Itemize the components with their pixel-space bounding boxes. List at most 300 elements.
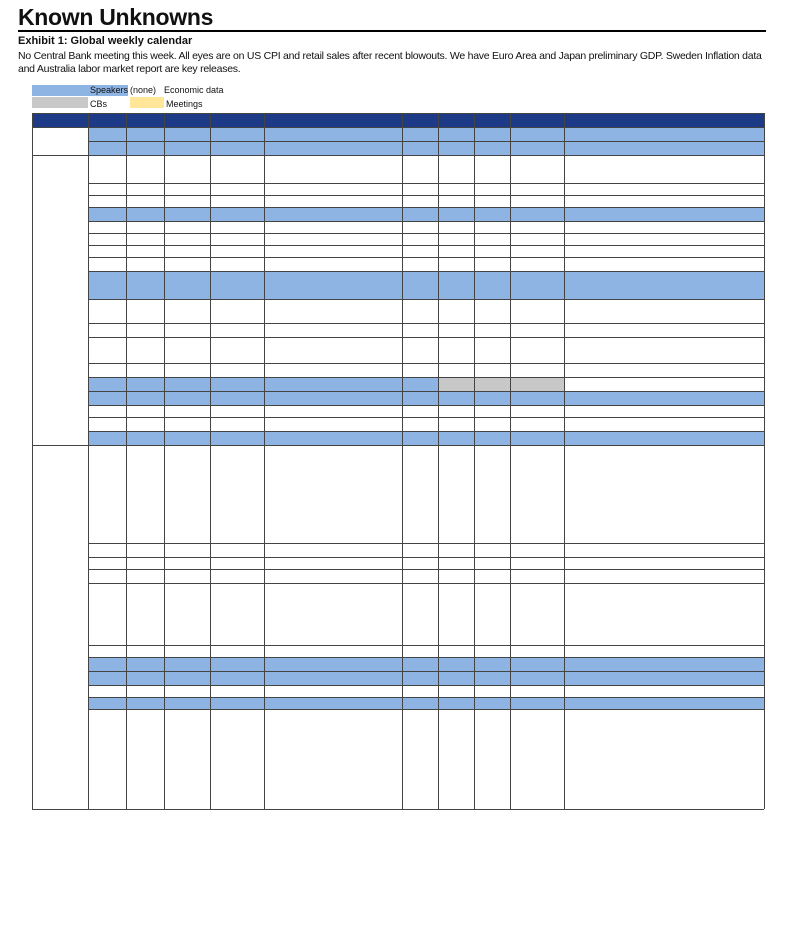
row-11-expectations [564,271,764,299]
row-4-ldn [88,183,126,195]
grid-line-col [264,113,265,809]
row-13-cons [474,323,510,337]
row-7-ny [126,221,164,233]
row-27-for [402,657,438,671]
row-4-hk [164,183,210,195]
row-10-previous [510,257,564,271]
row-3-event [264,155,402,183]
row-5-expectations [564,195,764,207]
row-4-country [210,183,264,195]
row-28-hk [164,671,210,685]
legend-cbs-label: CBs [90,99,108,109]
row-23-for [402,557,438,569]
row-14-event [264,337,402,363]
row-27-hk [164,657,210,671]
grid-line-col [32,113,33,809]
row-21-event [264,445,402,543]
grid-line-row [88,183,764,184]
row-31-country [210,709,264,809]
row-18-event [264,405,402,417]
grid-line-row [32,445,764,446]
row-18-cons [474,405,510,417]
row-7-event [264,221,402,233]
row-9-previous [510,245,564,257]
row-26-ldn [88,645,126,657]
header-expectations [564,113,764,127]
row-10-bofa [438,257,474,271]
row-16-event [264,377,402,391]
row-25-bofa [438,583,474,645]
row-1-ldn [88,127,126,141]
row-10-ny [126,257,164,271]
row-15-for [402,363,438,377]
row-19-for [402,417,438,431]
row-23-hk [164,557,210,569]
row-26-country [210,645,264,657]
row-1-cons [474,127,510,141]
grid-line-row [88,363,764,364]
row-17-previous [510,391,564,405]
row-19-hk [164,417,210,431]
exhibit-title: Exhibit 1: Global weekly calendar [18,35,193,47]
row-3-expectations [564,155,764,183]
header-previous [510,113,564,127]
row-13-bofa [438,323,474,337]
row-6-for [402,207,438,221]
row-30-hk [164,697,210,709]
row-14-country [210,337,264,363]
row-2-cons [474,141,510,155]
row-20-previous [510,431,564,445]
row-1-previous [510,127,564,141]
row-26-ny [126,645,164,657]
grid-line-row [88,221,764,222]
row-26-hk [164,645,210,657]
row-16-expectations [564,377,764,391]
row-27-cons [474,657,510,671]
row-9-ny [126,245,164,257]
row-5-previous [510,195,564,207]
row-15-event [264,363,402,377]
row-3-previous [510,155,564,183]
row-15-hk [164,363,210,377]
row-27-ldn [88,657,126,671]
row-21-for [402,445,438,543]
row-10-for [402,257,438,271]
row-28-for [402,671,438,685]
row-25-cons [474,583,510,645]
row-17-for [402,391,438,405]
row-28-event [264,671,402,685]
row-26-bofa [438,645,474,657]
row-7-cons [474,221,510,233]
row-16-for [402,377,438,391]
row-26-event [264,645,402,657]
row-15-previous [510,363,564,377]
row-17-country [210,391,264,405]
row-20-country [210,431,264,445]
row-13-hk [164,323,210,337]
row-9-country [210,245,264,257]
row-19-expectations [564,417,764,431]
row-4-ny [126,183,164,195]
row-30-expectations [564,697,764,709]
grid-line-row [88,195,764,196]
row-11-ny [126,271,164,299]
row-15-bofa [438,363,474,377]
row-29-event [264,685,402,697]
row-22-bofa [438,543,474,557]
row-23-country [210,557,264,569]
grid-line-row [88,671,764,672]
grid-line-row [88,207,764,208]
row-20-ldn [88,431,126,445]
row-8-previous [510,233,564,245]
row-18-previous [510,405,564,417]
row-4-previous [510,183,564,195]
intro-text: No Central Bank meeting this week. All eyes are on US CPI and retail sales after recent blowouts. We have Euro Area and Japan preliminary GDP. Sweden Inflation data and Australia labor market report are key releases. [18,50,762,75]
grid-line-header [32,127,764,128]
legend-meetings-label: Meetings [166,99,203,109]
row-12-ldn [88,299,126,323]
row-2-expectations [564,141,764,155]
row-15-cons [474,363,510,377]
row-1-expectations [564,127,764,141]
row-31-previous [510,709,564,809]
row-22-event [264,543,402,557]
header-event [264,113,402,127]
row-24-ldn [88,569,126,583]
row-4-for [402,183,438,195]
row-9-bofa [438,245,474,257]
legend-meetings-swatch [130,97,164,108]
row-24-for [402,569,438,583]
row-12-expectations [564,299,764,323]
row-19-ny [126,417,164,431]
grid-line-row [88,337,764,338]
row-27-expectations [564,657,764,671]
row-8-expectations [564,233,764,245]
row-6-cons [474,207,510,221]
row-30-cons [474,697,510,709]
row-14-cons [474,337,510,363]
row-1-event [264,127,402,141]
grid-line-row [88,543,764,544]
row-12-event [264,299,402,323]
legend-cbs-swatch [32,97,88,108]
row-11-country [210,271,264,299]
row-31-hk [164,709,210,809]
grid-line-row [88,685,764,686]
legend-none-label: (none) [130,85,157,95]
row-3-ldn [88,155,126,183]
row-18-bofa [438,405,474,417]
row-6-expectations [564,207,764,221]
row-17-expectations [564,391,764,405]
row-19-country [210,417,264,431]
row-26-expectations [564,645,764,657]
row-28-cons [474,671,510,685]
row-14-ny [126,337,164,363]
grid-line-row [88,245,764,246]
row-20-expectations [564,431,764,445]
row-24-previous [510,569,564,583]
row-5-bofa [438,195,474,207]
row-21-hk [164,445,210,543]
row-14-bofa [438,337,474,363]
row-30-for [402,697,438,709]
grid-line-row [88,391,764,392]
grid-line-col [164,113,165,809]
row-19-ldn [88,417,126,431]
date-cell-1 [32,127,88,155]
row-18-for [402,405,438,417]
row-5-hk [164,195,210,207]
grid-line-row [32,155,764,156]
grid-line-col [210,113,211,809]
row-31-bofa [438,709,474,809]
row-31-ny [126,709,164,809]
grid-line-col [402,113,403,809]
row-25-expectations [564,583,764,645]
row-9-cons [474,245,510,257]
row-28-country [210,671,264,685]
row-30-country [210,697,264,709]
row-17-ldn [88,391,126,405]
row-29-hk [164,685,210,697]
row-23-expectations [564,557,764,569]
row-11-event [264,271,402,299]
row-19-cons [474,417,510,431]
row-22-for [402,543,438,557]
row-16-previous [510,377,564,391]
row-16-bofa [438,377,474,391]
row-6-previous [510,207,564,221]
title-rule [18,30,766,32]
row-25-hk [164,583,210,645]
row-27-ny [126,657,164,671]
row-5-cons [474,195,510,207]
row-11-cons [474,271,510,299]
row-6-country [210,207,264,221]
grid-line-row [88,271,764,272]
row-7-previous [510,221,564,233]
legend-economic-data-label: Economic data [164,85,224,95]
row-3-bofa [438,155,474,183]
row-27-event [264,657,402,671]
row-10-cons [474,257,510,271]
row-24-event [264,569,402,583]
row-11-bofa [438,271,474,299]
row-28-expectations [564,671,764,685]
row-22-expectations [564,543,764,557]
row-17-hk [164,391,210,405]
header-ny [126,113,164,127]
row-8-ldn [88,233,126,245]
row-28-ldn [88,671,126,685]
row-2-event [264,141,402,155]
page-title: Known Unknowns [18,4,214,30]
row-14-expectations [564,337,764,363]
color-legend [32,85,268,111]
row-13-ldn [88,323,126,337]
header-ldn [88,113,126,127]
row-15-ny [126,363,164,377]
row-24-country [210,569,264,583]
row-26-for [402,645,438,657]
grid-line-row [88,645,764,646]
row-22-ldn [88,543,126,557]
grid-line-row [88,377,764,378]
row-21-expectations [564,445,764,543]
row-20-ny [126,431,164,445]
row-8-hk [164,233,210,245]
grid-line-row [88,417,764,418]
row-23-bofa [438,557,474,569]
row-27-previous [510,657,564,671]
row-3-country [210,155,264,183]
grid-line-col [564,113,565,809]
row-24-expectations [564,569,764,583]
row-17-event [264,391,402,405]
row-18-expectations [564,405,764,417]
row-13-event [264,323,402,337]
row-1-ny [126,127,164,141]
row-29-bofa [438,685,474,697]
row-7-for [402,221,438,233]
row-14-ldn [88,337,126,363]
row-4-bofa [438,183,474,195]
row-24-hk [164,569,210,583]
date-cell-3 [32,445,88,809]
row-17-cons [474,391,510,405]
row-2-for [402,141,438,155]
grid-line-row [88,709,764,710]
row-18-country [210,405,264,417]
row-23-cons [474,557,510,569]
grid-line-col [88,113,89,809]
row-21-previous [510,445,564,543]
row-10-event [264,257,402,271]
grid-line-col [510,113,511,809]
grid-line-row [88,405,764,406]
row-20-event [264,431,402,445]
row-25-for [402,583,438,645]
row-2-country [210,141,264,155]
row-27-country [210,657,264,671]
row-26-previous [510,645,564,657]
row-25-previous [510,583,564,645]
row-21-country [210,445,264,543]
grid-line-row [88,657,764,658]
row-8-bofa [438,233,474,245]
row-11-for [402,271,438,299]
row-11-previous [510,271,564,299]
row-24-ny [126,569,164,583]
row-8-for [402,233,438,245]
row-25-event [264,583,402,645]
row-2-previous [510,141,564,155]
row-10-hk [164,257,210,271]
row-13-expectations [564,323,764,337]
row-28-bofa [438,671,474,685]
row-6-event [264,207,402,221]
row-11-ldn [88,271,126,299]
row-30-previous [510,697,564,709]
row-16-ldn [88,377,126,391]
row-31-for [402,709,438,809]
grid-line-row [88,323,764,324]
row-16-country [210,377,264,391]
grid-line-row [88,697,764,698]
row-28-previous [510,671,564,685]
row-7-hk [164,221,210,233]
row-6-hk [164,207,210,221]
row-26-cons [474,645,510,657]
row-6-ldn [88,207,126,221]
row-4-event [264,183,402,195]
row-3-for [402,155,438,183]
row-25-ny [126,583,164,645]
row-2-bofa [438,141,474,155]
row-1-bofa [438,127,474,141]
row-29-ldn [88,685,126,697]
row-10-ldn [88,257,126,271]
row-20-for [402,431,438,445]
grid-line-col [438,113,439,809]
row-17-ny [126,391,164,405]
row-30-event [264,697,402,709]
header-for [402,113,438,127]
row-10-expectations [564,257,764,271]
row-29-ny [126,685,164,697]
row-18-hk [164,405,210,417]
row-12-ny [126,299,164,323]
row-19-previous [510,417,564,431]
row-9-event [264,245,402,257]
row-16-hk [164,377,210,391]
row-5-country [210,195,264,207]
row-21-cons [474,445,510,543]
grid-line-row [88,141,764,142]
row-14-hk [164,337,210,363]
row-11-hk [164,271,210,299]
row-4-expectations [564,183,764,195]
grid-line-bottom [32,809,764,810]
row-31-ldn [88,709,126,809]
row-1-hk [164,127,210,141]
row-20-hk [164,431,210,445]
row-6-bofa [438,207,474,221]
row-29-country [210,685,264,697]
row-12-previous [510,299,564,323]
row-22-country [210,543,264,557]
row-14-for [402,337,438,363]
row-13-previous [510,323,564,337]
grid-line-row [88,569,764,570]
row-8-event [264,233,402,245]
row-22-hk [164,543,210,557]
row-31-cons [474,709,510,809]
row-15-expectations [564,363,764,377]
row-24-bofa [438,569,474,583]
row-16-cons [474,377,510,391]
row-3-hk [164,155,210,183]
row-7-expectations [564,221,764,233]
row-22-previous [510,543,564,557]
row-9-expectations [564,245,764,257]
row-15-country [210,363,264,377]
